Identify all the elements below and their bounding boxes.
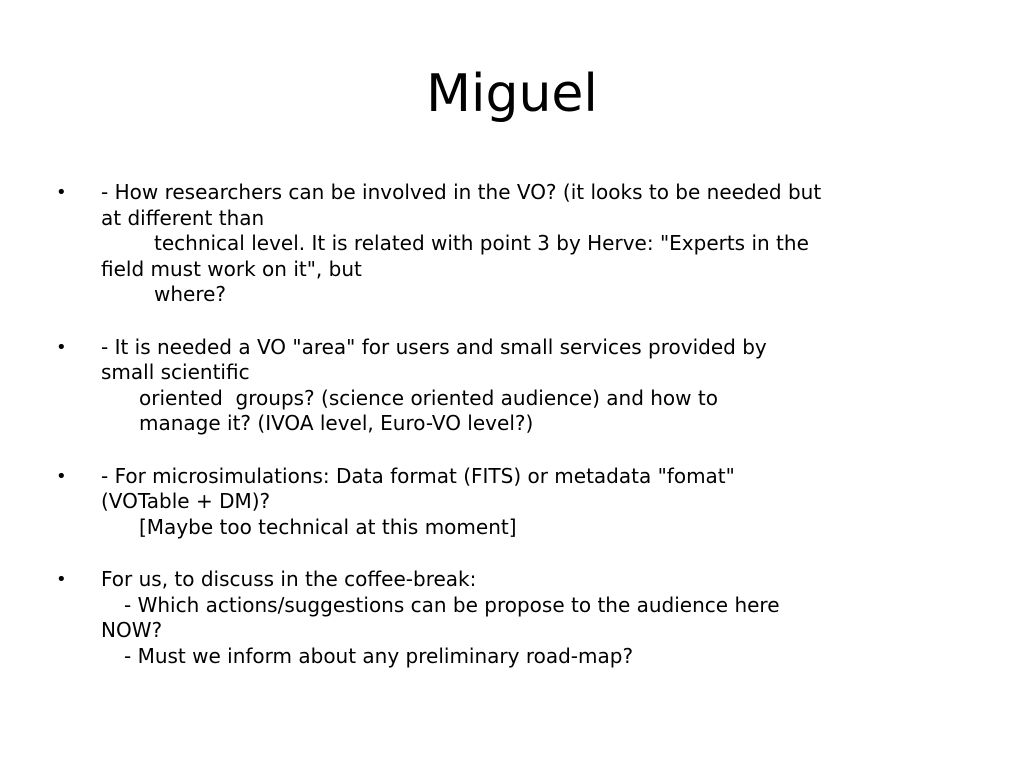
bullet-line: [Maybe too technical at this moment] (139, 514, 517, 539)
bullet-dot-icon: • (56, 465, 67, 487)
bullet-line: - It is needed a VO "area" for users and small services provided by (101, 334, 767, 359)
bullet-line: field must work on it", but (101, 256, 362, 281)
bullet-list (56, 180, 976, 696)
bullet-line: technical level. It is related with point 3 by Herve: "Experts in the (154, 231, 809, 255)
bullet-dot-icon: • (56, 569, 67, 590)
bullet-line: manage it? (IVOA level, Euro-VO level?) (139, 411, 534, 435)
bullet-item-coffee-break (56, 567, 976, 669)
bullet-dot-icon: • (56, 182, 67, 203)
bullet-line: at different than (101, 205, 265, 230)
bullet-line: - How researchers can be involved in the VO? (it looks to be needed but (101, 180, 822, 204)
bullet-line: where? (154, 282, 227, 306)
bullet-line: For us, to discuss in the coffee-break: (101, 567, 477, 591)
bullet-line: - For microsimulations: Data format (FITS) or metadata "fomat" (101, 463, 735, 488)
bullet-item-vo-area (56, 335, 976, 437)
bullet-line: oriented groups? (science oriented audience) and how to (139, 385, 718, 410)
bullet-line: - Must we inform about any preliminary road-map? (124, 643, 634, 668)
bullet-item-researchers (56, 180, 976, 308)
slide-title: Miguel (426, 64, 598, 124)
bullet-item-microsimulations (56, 464, 976, 541)
bullet-line: (VOTable + DM)? (101, 489, 271, 513)
bullet-line: - Which actions/suggestions can be propose to the audience here (124, 592, 780, 617)
bullet-line: small scientific (101, 360, 250, 384)
bullet-line: NOW? (101, 618, 163, 642)
bullet-dot-icon: • (56, 336, 67, 358)
